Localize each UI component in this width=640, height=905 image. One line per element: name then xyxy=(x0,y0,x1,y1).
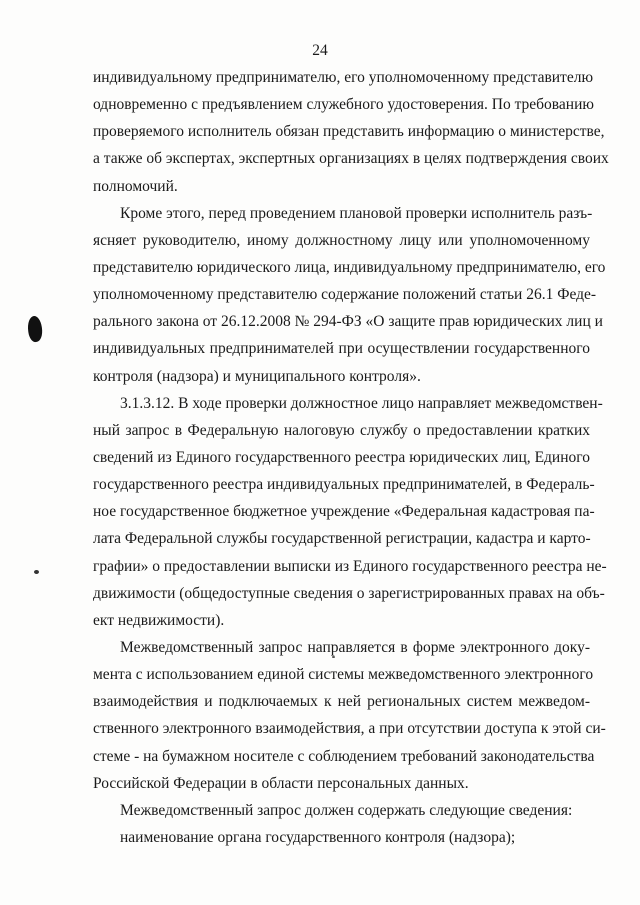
text-line: рального закона от 26.12.2008 № 294-ФЗ «О защите прав юридических лиц и xyxy=(93,313,603,331)
text-line: графии» о предоставлении выписки из Единого государственного реестра не- xyxy=(93,557,607,575)
text-line: уполномоченному представителю содержание положений статьи 26.1 Феде- xyxy=(93,286,597,304)
text-line: движимости (общедоступные сведения о зарегистрированных правах на объ- xyxy=(93,584,605,602)
text-line: сведений из Единого государственного реестра юридических лиц, Единого xyxy=(93,448,590,466)
text-line: ственного электронного взаимодействия, а при отсутствии доступа к этой си- xyxy=(93,720,606,738)
text-line: ясняет руководителю, иному должностному лицу или уполномоченному xyxy=(93,231,590,249)
text-line: индивидуальному предпринимателю, его уполномоченному представителю xyxy=(93,69,594,86)
text-line: индивидуальных предпринимателей при осуществлении государственного xyxy=(93,340,590,358)
text-line: государственного реестра индивидуальных предпринимателей, в Федераль- xyxy=(93,476,595,494)
scan-speck xyxy=(34,570,39,574)
text-line: Российской Федерации в области персональных данных. xyxy=(93,774,469,792)
text-line: контроля (надзора) и муниципального контроля». xyxy=(93,367,421,385)
text-line: взаимодействия и подключаемых к ней региональных систем межведом- xyxy=(93,693,590,711)
text-line: Межведомственный запрос направляется в форме электронного доку- xyxy=(120,638,590,656)
text-line: лата Федеральной службы государственной регистрации, кадастра и карто- xyxy=(93,530,591,548)
text-line: представителю юридического лица, индивидуальному предпринимателю, его xyxy=(93,258,606,276)
page-number: 24 xyxy=(312,42,328,59)
text-line: стеме - на бумажном носителе с соблюдением требований законодательства xyxy=(93,747,595,765)
text-line: проверяемого исполнитель обязан представить информацию о министерстве, xyxy=(93,123,605,141)
text-line: ный запрос в Федеральную налоговую службу о предоставлении кратких xyxy=(93,421,590,439)
text-line: а также об экспертах, экспертных организациях в целях подтверждения своих xyxy=(93,150,609,168)
text-line: ект недвижимости). xyxy=(93,611,225,629)
body-text xyxy=(93,64,609,851)
text-line: 3.1.3.12. В ходе проверки должностное лицо направляет межведомствен- xyxy=(120,394,603,412)
text-line: мента с использованием единой системы межведомственного электронного xyxy=(93,666,594,684)
text-line: ное государственное бюджетное учреждение «Федеральная кадастровая па- xyxy=(93,503,595,521)
text-line: полномочий. xyxy=(93,177,178,195)
text-line: наименование органа государственного контроля (надзора); xyxy=(120,828,516,846)
text-line: Кроме этого, перед проведением плановой проверки исполнитель разъ- xyxy=(120,204,593,222)
text-line: Межведомственный запрос должен содержать следующие сведения: xyxy=(120,801,573,819)
text-line: одновременно с предъявлением служебного удостоверения. По требованию xyxy=(93,96,594,114)
ink-blot-mark xyxy=(26,315,43,343)
